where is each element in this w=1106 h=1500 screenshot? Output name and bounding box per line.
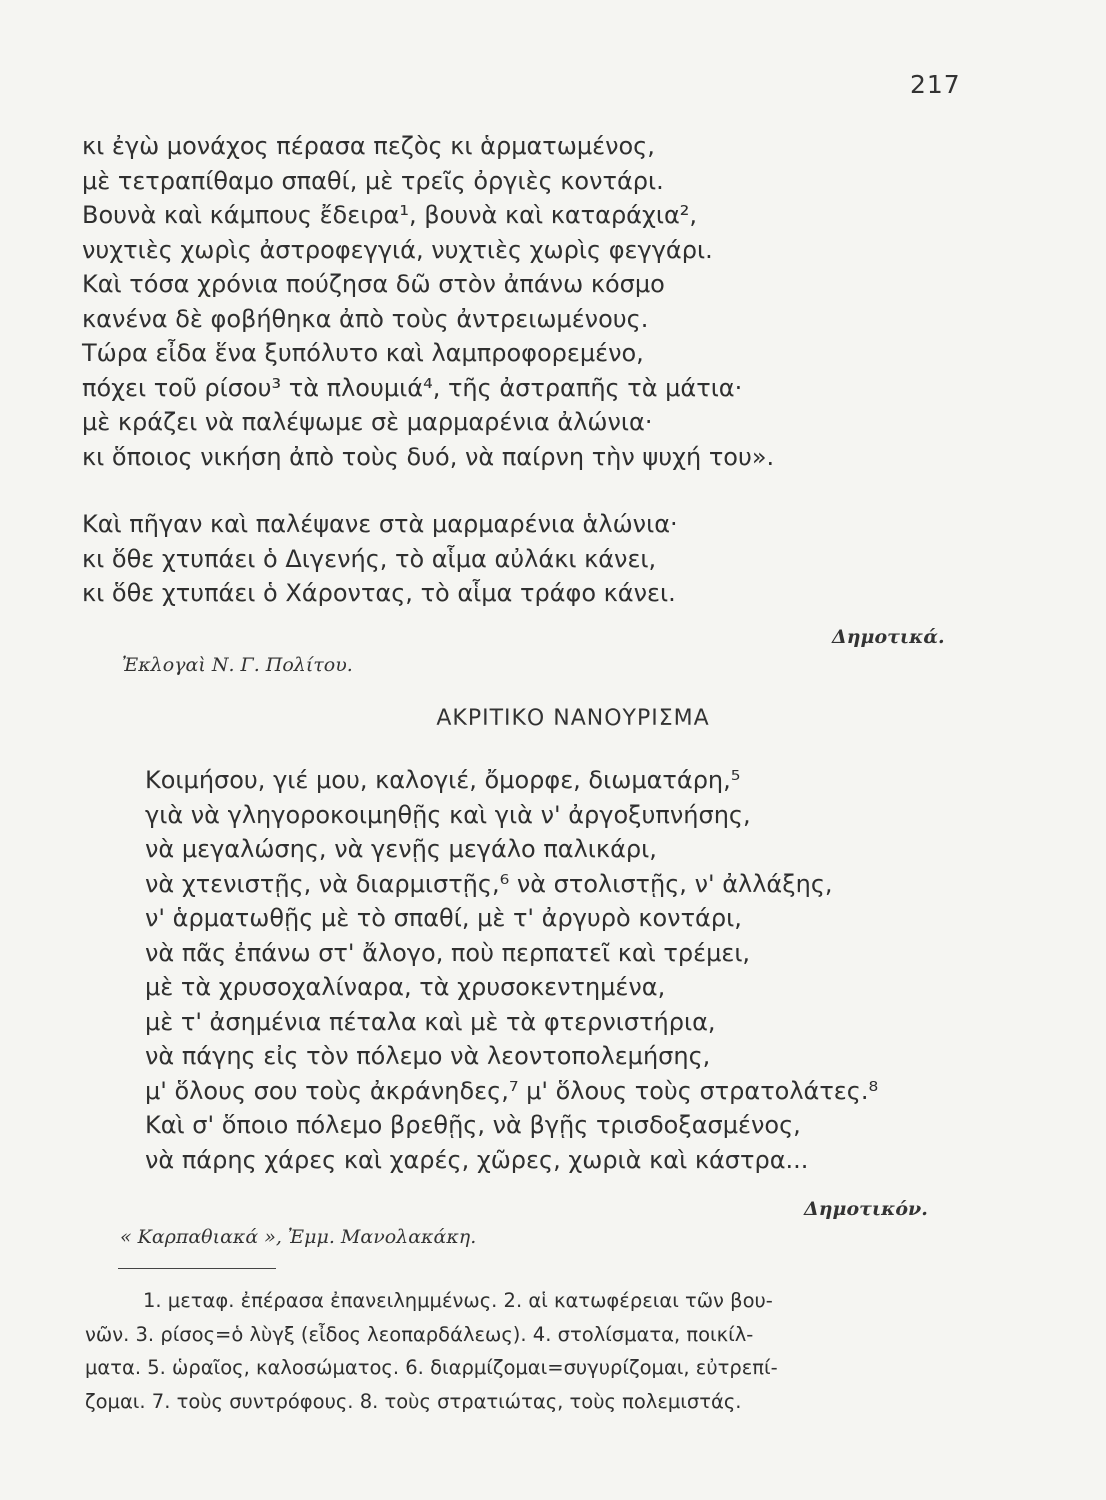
verse-line: νυχτιὲς χωρὶς ἀστροφεγγιά, νυχτιὲς χωρὶς φεγγάρι. — [82, 235, 713, 264]
verse-line: Καὶ σ' ὅποιο πόλεμο βρεθῇς, νὰ βγῇς τρισδοξασμένος, — [145, 1111, 801, 1139]
attribution-source: Ἐκλογαὶ Ν. Γ. Πολίτου. — [122, 654, 353, 676]
verse-line: νὰ πᾶς ἐπάνω στ' ἄλογο, ποὺ περπατεῖ καὶ τρέμει, — [145, 938, 751, 967]
footnote-line: ματα. 5. ὡραῖος, καλοσώματος. 6. διαρμίζομαι=συγυρίζομαι, εὐτρεπί- — [85, 1356, 778, 1379]
verse-line: νὰ πάρης χάρες καὶ χαρές, χῶρες, χωριὰ καὶ κάστρα... — [145, 1145, 809, 1174]
verse-line: μὲ τετραπίθαμο σπαθί, μὲ τρεῖς ὀργιὲς κοντάρι. — [82, 166, 664, 195]
footnotes — [85, 1284, 943, 1418]
verse-line: μὲ τὰ χρυσοχαλίναρα, τὰ χρυσοκεντημένα, — [145, 973, 666, 1001]
verse-line: Κοιμήσου, γιέ μου, καλογιέ, ὄμορφε, διωματάρη,⁵ — [145, 766, 741, 794]
verse-line: ν' ἁρματωθῇς μὲ τὸ σπαθί, μὲ τ' ἀργυρὸ κοντάρι, — [145, 904, 742, 932]
verse-line: νὰ χτενιστῇς, νὰ διαρμιστῇς,⁶ νὰ στολιστῇς, ν' ἀλλάξης, — [145, 869, 833, 898]
verse-line: Καὶ τόσα χρόνια πούζησα δῶ στὸν ἀπάνω κόσμο — [82, 270, 665, 298]
verse-line: κι ὅθε χτυπάει ὁ Διγενής, τὸ αἷμα αὐλάκι κάνει, — [82, 544, 657, 573]
verse-line: Τώρα εἶδα ἕνα ξυπόλυτο καὶ λαμπροφορεμένο, — [82, 339, 644, 367]
verse-line: γιὰ νὰ γληγοροκοιμηθῇς καὶ γιὰ ν' ἀργοξυπνήσης, — [145, 800, 751, 829]
poem-lullaby — [145, 763, 878, 1177]
poem-stanza-1 — [82, 129, 774, 474]
page-number: 217 — [910, 70, 961, 99]
verse-line: μ' ὅλους σου τοὺς ἀκράνηδες,⁷ μ' ὅλους τοὺς στρατολάτες.⁸ — [145, 1076, 879, 1105]
verse-line: κι ὅποιος νικήση ἀπὸ τοὺς δυό, νὰ παίρνη τὴν ψυχή του». — [82, 442, 775, 471]
footnote-divider — [118, 1268, 276, 1269]
verse-line: πόχει τοῦ ρίσου³ τὰ πλουμιά⁴, τῆς ἀστραπῆς τὰ μάτια· — [82, 373, 743, 402]
footnote-line: νῶν. 3. ρίσος=ὁ λὺγξ (εἶδος λεοπαρδάλεως). 4. στολίσματα, ποικίλ- — [85, 1322, 754, 1346]
footnote-line: 1. μεταφ. ἐπέρασα ἐπανειλημμένως. 2. αἱ κατωφέρειαι τῶν βου- — [143, 1289, 773, 1312]
verse-line: κανένα δὲ φοβήθηκα ἀπὸ τοὺς ἀντρειωμένους. — [82, 304, 649, 333]
verse-line: νὰ μεγαλώσης, νὰ γενῇς μεγάλο παλικάρι, — [145, 835, 657, 863]
poem-stanza-2 — [82, 507, 678, 611]
footnote-line: ζομαι. 7. τοὺς συντρόφους. 8. τοὺς στρατιώτας, τοὺς πολεμιστάς. — [85, 1389, 742, 1413]
verse-line: Καὶ πῆγαν καὶ παλέψανε στὰ μαρμαρένια ἁλώνια· — [82, 510, 678, 538]
attribution-demotic-2: Δημοτικόν. — [804, 1198, 928, 1220]
verse-line: Βουνὰ καὶ κάμπους ἔδειρα¹, βουνὰ καὶ καταράχια², — [82, 201, 698, 229]
attribution-source-2: « Καρπαθιακά », Ἐμμ. Μανολακάκη. — [120, 1226, 477, 1248]
verse-line: νὰ πάγης εἰς τὸν πόλεμο νὰ λεοντοπολεμήσης, — [145, 1042, 711, 1070]
verse-line: μὲ τ' ἀσημένια πέταλα καὶ μὲ τὰ φτερνιστήρια, — [145, 1007, 716, 1036]
verse-line: μὲ κράζει νὰ παλέψωμε σὲ μαρμαρένια ἀλώνια· — [82, 408, 653, 436]
attribution-demotic: Δημοτικά. — [832, 626, 945, 648]
poem-title: ΑΚΡΙΤΙΚΟ ΝΑΝΟΥΡΙΣΜΑ — [436, 706, 710, 731]
verse-line: κι ὅθε χτυπάει ὁ Χάροντας, τὸ αἷμα τράφο κάνει. — [82, 579, 676, 607]
verse-line: κι ἐγὼ μονάχος πέρασα πεζὸς κι ἁρματωμένος, — [82, 132, 655, 160]
